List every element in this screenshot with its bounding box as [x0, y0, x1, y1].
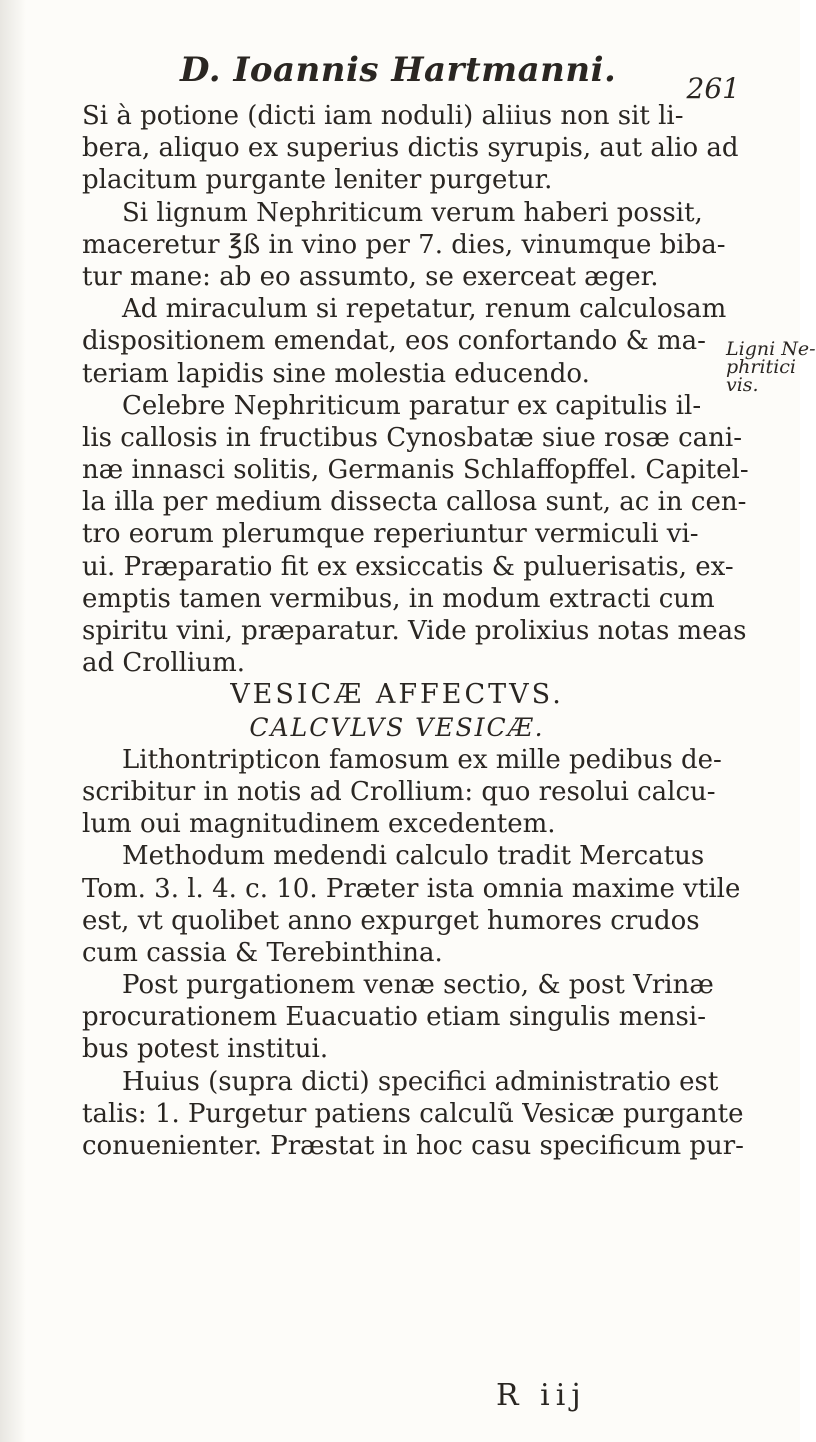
text-line: Methodum medendi calculo tradit Mercatus — [122, 841, 705, 872]
text-line: teriam lapidis sine molestia educendo. — [82, 358, 590, 389]
text-line: tur mane: ab eo assumto, se exerceat æger. — [82, 261, 659, 292]
page-number: 261 — [686, 72, 740, 105]
text-line: Tom. 3. l. 4. c. 10. Præter ista omnia maxime vtile — [82, 873, 741, 904]
margin-note-line: Ligni Ne- — [726, 338, 816, 360]
text-line: spiritu vini, præparatur. Vide prolixius notas meas — [82, 616, 747, 646]
margin-note-line: phritici — [726, 356, 796, 378]
margin-note-line: vis. — [726, 374, 759, 396]
page-gutter-shadow — [0, 0, 26, 1442]
margin-note — [726, 338, 816, 396]
text-line: Celebre Nephriticum paratur ex capitulis il- — [122, 390, 702, 421]
text-line: tro eorum plerumque reperiuntur vermiculi vi- — [82, 519, 699, 550]
text-line: maceretur ℥ß in vino per 7. dies, vinumque biba- — [82, 229, 726, 260]
page-header — [180, 50, 740, 105]
text-line: est, vt quolibet anno expurget humores crudos — [82, 905, 700, 936]
signature-mark: R iij — [496, 1378, 587, 1413]
text-line: lis callosis in fructibus Cynosbatæ siue rosæ cani- — [82, 422, 743, 453]
text-line: bera, aliquo ex superius dictis syrupis, aut alio ad — [82, 133, 739, 164]
text-line: dispositionem emendat, eos confortando & ma- — [82, 326, 706, 357]
text-line: Huius (supra dicti) specifici administratio est — [122, 1066, 719, 1097]
text-line: næ innasci solitis, Germanis Schlaffopffel. Capitel- — [82, 455, 749, 486]
text-line: placitum purgante leniter purgetur. — [82, 165, 553, 196]
text-line: conuenienter. Præstat in hoc casu specificum pur- — [82, 1131, 744, 1161]
text-line: scribitur in notis ad Crollium: quo resolui calcu- — [82, 776, 716, 807]
text-line: ui. Præparatio fit ex exsiccatis & puluerisatis, ex- — [82, 551, 734, 582]
text-line: emptis tamen vermibus, in modum extracti cum — [82, 583, 715, 614]
text-line: cum cassia & Terebinthina. — [82, 937, 443, 968]
running-head: D. Ioannis Hartmanni. — [180, 50, 617, 90]
text-line: Ad miraculum si repetatur, renum calculosam — [122, 294, 727, 325]
text-line: Lithontripticon famosum ex mille pedibus de- — [122, 744, 722, 775]
text-line: lum oui magnitudinem excedentem. — [82, 809, 556, 840]
text-line: Si lignum Nephriticum verum haberi possit, — [122, 197, 703, 228]
text-line: la illa per medium dissecta callosa sunt, ac in cen- — [82, 487, 747, 518]
text-line: procurationem Euacuatio etiam singulis mensi- — [82, 1002, 706, 1033]
text-line: bus potest institui. — [82, 1034, 329, 1065]
text-line: ad Crollium. — [82, 648, 245, 679]
text-line: Si à potione (dicti iam noduli) aliius non sit li- — [82, 101, 684, 131]
subsection-heading: CALCVLVS VESICÆ. — [249, 712, 545, 742]
section-heading: VESICÆ AFFECTVS. — [230, 679, 564, 711]
text-line: talis: 1. Purgetur patiens calculũ Vesicæ purgante — [82, 1098, 744, 1129]
text-line: Post purgationem venæ sectio, & post Vrinæ — [122, 970, 714, 1001]
